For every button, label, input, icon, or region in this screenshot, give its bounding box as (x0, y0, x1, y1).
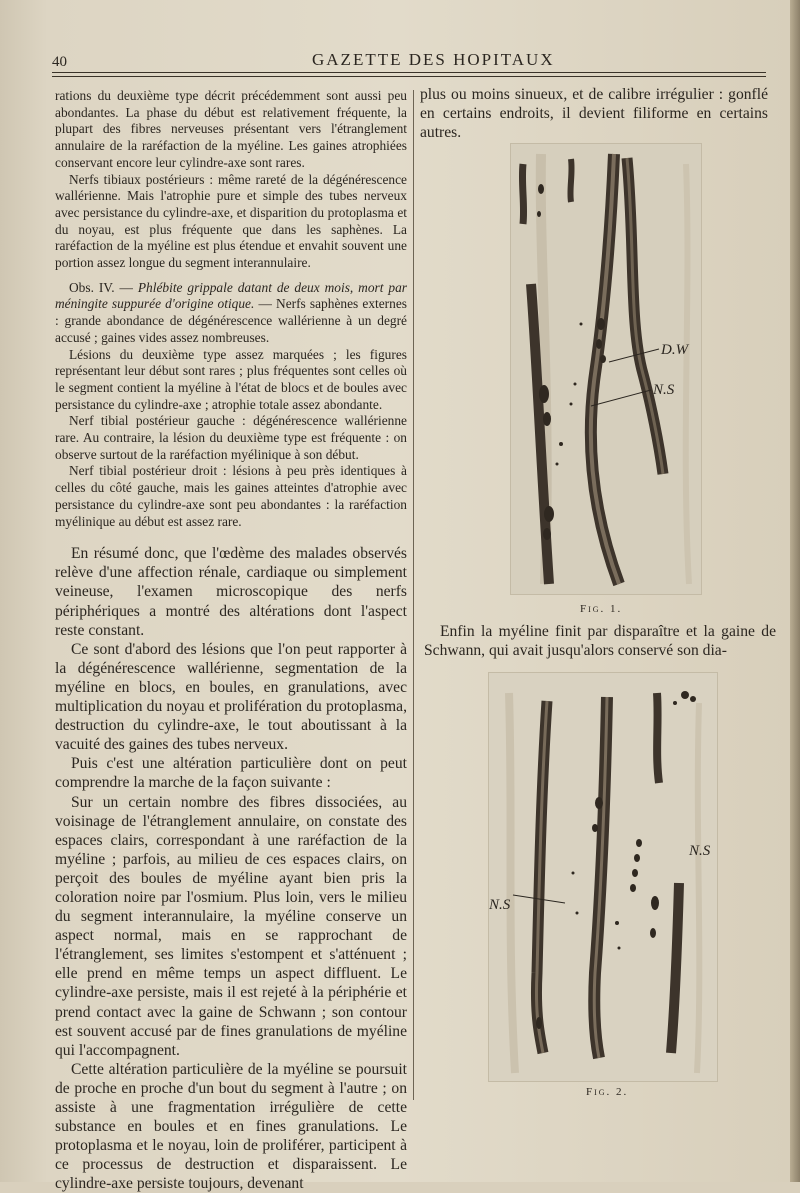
figure-label: N.S (689, 843, 711, 859)
right-column-top (420, 85, 768, 142)
paragraph: Nerfs tibiaux postérieurs : même rareté de la dégénérescence wallérienne. Mais l'atrophie pure et simple des tubes nerveux avec persistance du cylindre-axe, et disparition du protoplasma et du noyau, est plus fréquente que dans les saphènes. La raréfaction de la myéline est plus étendue et envahit souvent une portion assez longue du segment interannulaire. (55, 171, 407, 271)
paragraph: Lésions du deuxième type assez marquées ; les figures représentant leur début sont rares ; plus fréquentes sont celles où le segment contient la myéline à l'état de blocs et de boules avec persistance du cylindre-axe ; atrophie totale assez abondante. (55, 346, 407, 412)
paragraph: Nerf tibial postérieur droit : lésions à peu près identiques à celles du côté gauche, mais les gaines atteintes d'atrophie avec persistance du cylindre-axe sont peu abondantes : la raréfaction myélinique au début est assez rare. (55, 463, 407, 529)
column-divider (413, 90, 414, 1100)
figure-1-plate (510, 143, 702, 595)
right-column-middle (424, 622, 776, 660)
header-rule (52, 72, 766, 73)
paragraph: rations du deuxième type décrit précédemment sont aussi peu abondantes. La phase du début est relativement fréquente, la plupart des fibres nerveuses présentant vers l'étranglement annulaire de la raréfaction de la myéline. Les gaines atrophiées conservant encore leur cylindre-axe sont rares. (55, 88, 407, 170)
paragraph: Ce sont d'abord des lésions que l'on peut rapporter à la dégénérescence wallérienne, segmentation de la myéline en blocs, en boules, en granulations, avec multiplication du noyau et prolifération du protoplasma, destruction du cylindre-axe, le tout aboutissant à la vacuité des gaines des tubes nerveux. (55, 640, 407, 754)
figure-2-caption: Fig. 2. (586, 1086, 629, 1098)
observation-paragraph (55, 280, 407, 347)
observation-title: Phlébite grippale datant de deux mois, mort par méningite suppurée d'origine otique. (55, 279, 407, 312)
paragraph: Cette altération particulière de la myéline se poursuit de proche en proche d'un bout du segment à l'autre ; on assiste à une fragmentation irrégulière de cette substance en boules et en fines granulations. Le protoplasma et le noyau, loin de proliférer, participent à ce processus de destruction et disparaissent. Le cylindre-axe persiste toujours, devenant (55, 1060, 407, 1193)
paragraph: Puis c'est une altération particulière dont on peut comprendre la marche de la façon suivante : (55, 755, 407, 792)
observation-label: Obs. IV. — (69, 279, 133, 295)
figure-label: N.S (653, 382, 675, 398)
paragraph: Enfin la myéline finit par disparaître et la gaine de Schwann, qui avait jusqu'alors conservé son dia- (424, 623, 776, 659)
figure-1-caption: Fig. 1. (580, 603, 623, 615)
figure-2-micrograph (489, 673, 717, 1081)
journal-title: GAZETTE DES HOPITAUX (312, 50, 555, 69)
figure-label: N.S (489, 897, 511, 913)
figure-2-plate (488, 672, 718, 1082)
figure-label: D.W (661, 342, 689, 358)
paragraph: En résumé donc, que l'œdème des malades observés relève d'une affection rénale, cardiaque ou simplement veineuse, l'examen microscopique des nerfs périphériques a montré des altérations dont l'aspect reste constant. (55, 545, 407, 639)
paragraph: plus ou moins sinueux, et de calibre irrégulier : gonflé en certains endroits, il devient filiforme en certains autres. (420, 86, 768, 141)
page-edge (790, 0, 800, 1182)
observation-text: — Nerfs saphènes externes : grande abondance de dégénérescence wallérienne à un degré accusé ; gaines vides assez nombreuses. (55, 296, 407, 345)
left-column (55, 88, 407, 1193)
figure-1-micrograph (511, 144, 701, 594)
paragraph: Sur un certain nombre des fibres dissociées, au voisinage de l'étranglement annulaire, on constate des espaces clairs, correspondant à une raréfaction de la myéline ; parfois, au milieu de ces espaces clairs, on perçoit des boules de myéline ayant bien pris la coloration noire par l'osmium. Plus loin, vers le milieu du segment interannulaire, la myéline conserve un aspect normal, mais en se rapprochant de l'étranglement, ses limites s'estompent et s'atténuent ; elle prend en même temps un aspect diffluent. Le cylindre-axe persiste, mais il est rejeté à la périphérie et prend contact avec la gaine de Schwann ; son contour est souvent accusé par de fines granulations de myéline qui l'accompagnent. (55, 793, 407, 1059)
page-number: 40 (52, 54, 67, 70)
header-rule-double (52, 76, 766, 77)
paragraph: Nerf tibial postérieur gauche : dégénérescence wallérienne rare. Au contraire, la lésion du deuxième type est fréquente : on observe surtout de la raréfaction myélinique à son début. (55, 413, 407, 462)
